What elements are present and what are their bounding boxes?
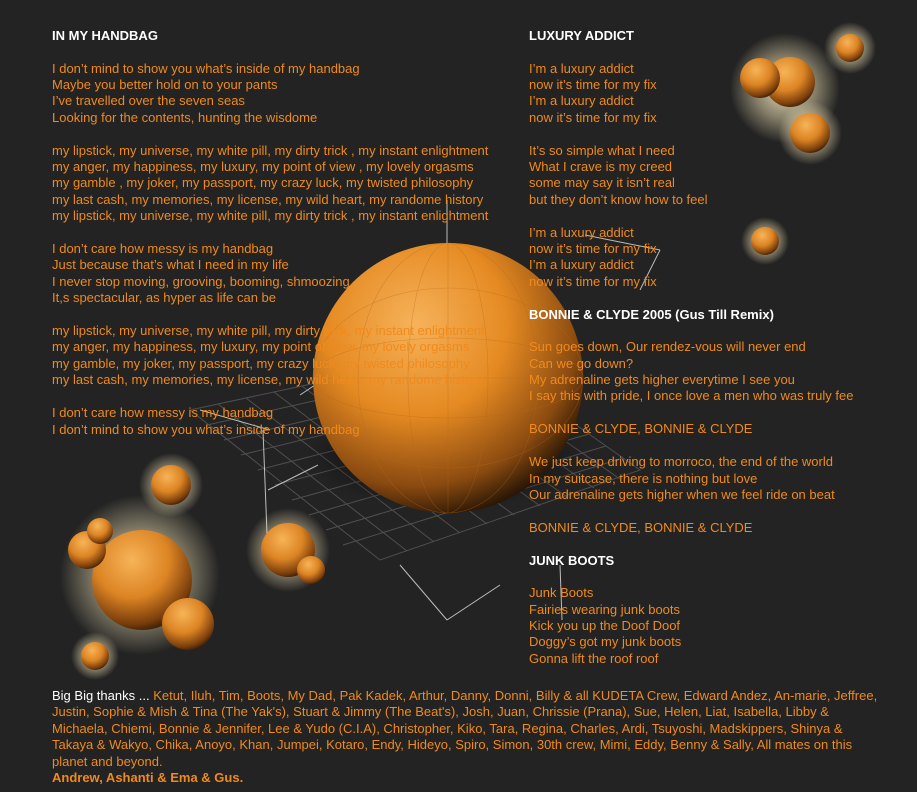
lyric-line: Can we go down? [529, 355, 634, 371]
thanks-lead: Big Big thanks ... [52, 688, 150, 703]
lyric-line: I don’t mind to show you what’s inside of my handbag [52, 60, 360, 76]
lyrics-verses [52, 61, 522, 438]
lyric-line: I never stop moving, grooving, booming, shmoozing [52, 273, 350, 289]
lyric-line: my gamble, my joker, my passport, my crazy luck, my twisted philosophy [52, 355, 470, 371]
small-sphere [151, 465, 191, 505]
lyric-line: my last cash, my memories, my license, my wild heart, my randome history [52, 191, 484, 207]
verse [52, 405, 522, 438]
lyric-line: my last cash, my memories, my license, my wild heart, my randome history [52, 372, 484, 388]
song-title: JUNK BOOTS [529, 552, 615, 568]
verse [529, 585, 909, 667]
verse [52, 323, 522, 389]
verse [529, 520, 909, 536]
lyric-line: some may say it isn’t real [529, 175, 675, 191]
lyric-line: My adrenaline gets higher everytime I see you [529, 371, 795, 387]
lyric-line: It,s spectacular, as hyper as life can be [52, 290, 277, 306]
lyric-line: my lipstick, my universe, my white pill, my dirty trick, my instant enlightment [52, 323, 485, 339]
lyric-line: BONNIE & CLYDE, BONNIE & CLYDE [529, 421, 753, 437]
lyric-line: I don’t care how messy is my handbag [52, 405, 274, 421]
handbag-lyrics-column [52, 28, 522, 454]
lyric-line: now it’s time for my fix [529, 273, 657, 289]
lyric-line: now it’s time for my fix [529, 109, 657, 125]
song-title: IN MY HANDBAG [52, 28, 158, 43]
verse [529, 421, 909, 437]
lyric-line: I’m a luxury addict [529, 257, 634, 273]
song-block [529, 307, 909, 537]
thanks-names: Ketut, Iluh, Tim, Boots, My Dad, Pak Kadek, Arthur, Danny, Donni, Billy & all KUDETA Crew, Edward Andez, An-marie, Jeffree, Justin, Sophie & Mish & Tina (The Yak's), Stuart & Jimmy (The Beat's), Josh, Juan, Chrissie (Prana), Sue, Helen, Liat, Isabella, Libby & Michaela, Chiemi, Bonnie & Jennifer, Lee & Yudo (C.I.A), Christopher, Kiko, Tara, Regina, Charles, Ardi, Tsuyoshi, Madskippers, Shinya & Takaya & Wakyo, Chika, Anoyo, Khan, Jumpei, Kotaro, Endy, Hideyo, Spiro, Simon, 30th crew, Mimi, Eddy, Benny & Sally, All mates on this planet and beyond. [52, 688, 878, 769]
right-lyrics-column [529, 28, 909, 684]
lyric-line: my anger, my happiness, my luxury, my point of view , my lovely orgasms [52, 158, 474, 174]
verse [529, 225, 909, 291]
lyric-line: I’m a luxury addict [529, 60, 634, 76]
lyric-line: but they don’t know how to feel [529, 191, 708, 207]
lyric-line: It’s so simple what I need [529, 142, 675, 158]
thanks-final: Andrew, Ashanti & Ema & Gus. [52, 770, 244, 786]
lyric-line: Sun goes down, Our rendez-vous will never end [529, 339, 806, 355]
lyric-line: I’ve travelled over the seven seas [52, 93, 245, 109]
lyric-line: Doggy’s got my junk boots [529, 634, 682, 650]
verse [529, 339, 909, 405]
thanks-section [52, 688, 882, 786]
verse [52, 61, 522, 127]
lyric-line: Kick you up the Doof Doof [529, 617, 681, 633]
lyric-line: BONNIE & CLYDE, BONNIE & CLYDE [529, 519, 753, 535]
lyric-line: Gonna lift the roof roof [529, 650, 659, 666]
lyric-line: now it’s time for my fix [529, 241, 657, 257]
lyric-line: I’m a luxury addict [529, 93, 634, 109]
small-sphere [297, 556, 325, 584]
verse [529, 143, 909, 209]
verse [52, 143, 522, 225]
lyric-line: my anger, my happiness, my luxury, my point of view, my lovely orgasms [52, 339, 470, 355]
song-title: LUXURY ADDICT [529, 28, 634, 43]
lyric-line: my gamble , my joker, my passport, my crazy luck, my twisted philosophy [52, 175, 474, 191]
lyric-line: Just because that’s what I need in my life [52, 257, 289, 273]
lyric-line: Fairies wearing junk boots [529, 601, 681, 617]
lyric-line: In my suitcase, there is nothing but love [529, 470, 758, 486]
song-block [529, 28, 909, 290]
small-sphere [87, 518, 113, 544]
small-sphere [81, 642, 109, 670]
lyric-line: We just keep driving to morroco, the end of the world [529, 454, 833, 470]
lyric-line: I don’t mind to show you what’s inside of my handbag [52, 421, 360, 437]
lyric-line: Junk Boots [529, 585, 594, 601]
lyric-line: Maybe you better hold on to your pants [52, 76, 278, 92]
lyric-line: Our adrenaline gets higher when we feel ride on beat [529, 486, 835, 502]
lyric-line: I say this with pride, I once love a men who was truly fee [529, 388, 854, 404]
verse [529, 61, 909, 127]
song-block [529, 553, 909, 667]
lyric-line: my lipstick, my universe, my white pill, my dirty trick , my instant enlightment [52, 208, 489, 224]
lyric-line: now it’s time for my fix [529, 76, 657, 92]
lyric-line: I’m a luxury addict [529, 224, 634, 240]
lyric-line: What I crave is my creed [529, 158, 673, 174]
small-sphere [162, 598, 214, 650]
lyric-line: my lipstick, my universe, my white pill, my dirty trick , my instant enlightment [52, 142, 489, 158]
verse [529, 454, 909, 503]
lyric-line: I don’t care how messy is my handbag [52, 241, 274, 257]
lyric-line: Looking for the contents, hunting the wisdome [52, 109, 318, 125]
verse [52, 241, 522, 307]
song-title: BONNIE & CLYDE 2005 (Gus Till Remix) [529, 306, 774, 322]
